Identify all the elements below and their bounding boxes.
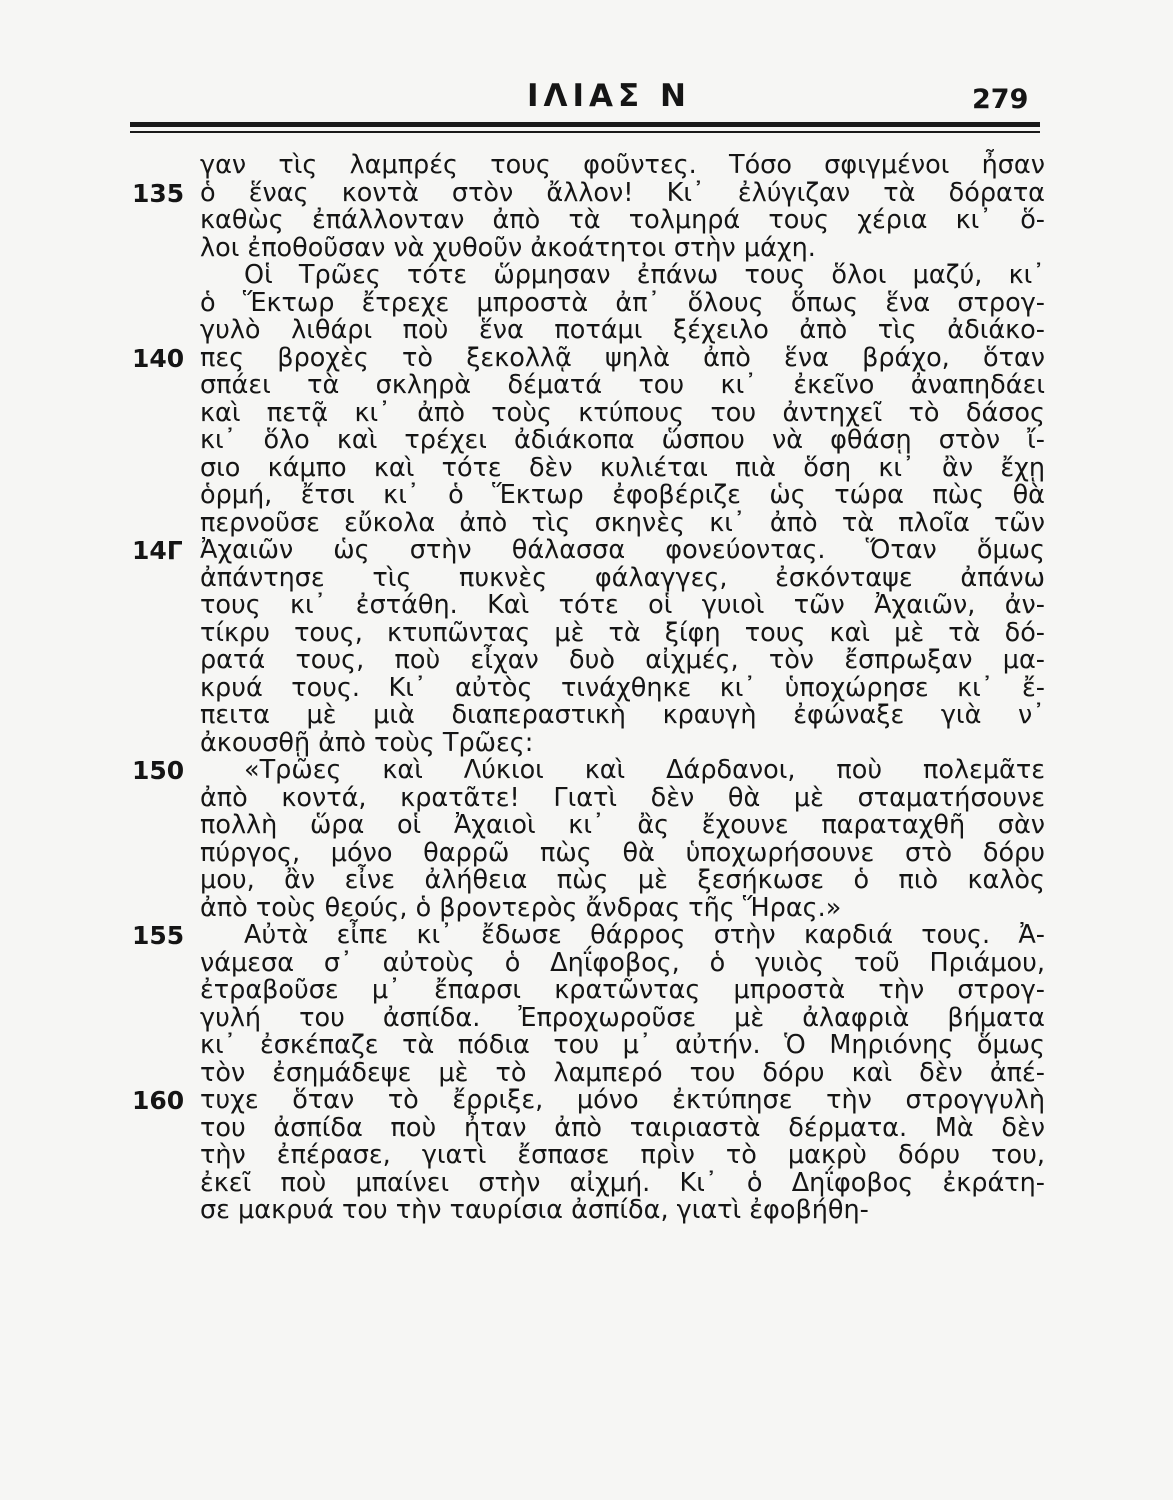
text-line	[0, 317, 1173, 345]
text-line	[0, 372, 1173, 400]
line-text: του ἀσπίδα ποὺ ἦταν ἀπὸ ταιριαστὰ δέρματα. Μὰ δὲν	[200, 1112, 1045, 1143]
text-line	[0, 232, 1173, 263]
text-line	[0, 867, 1173, 895]
line-text: μου, ἂν εἶνε ἀλήθεια πὼς μὲ ξεσήκωσε ὁ πιὸ καλὸς	[200, 865, 1045, 895]
line-text: κι᾿ ἐσκέπαζε τὰ πόδια του μ᾿ αὐτήν. Ὁ Μηριόνης ὅμως	[200, 1030, 1045, 1060]
line-text: σιο κάμπο καὶ τότε δὲν κυλιέται πιὰ ὅση κι᾿ ἂν ἔχῃ	[200, 452, 1045, 483]
line-text: ἐκεῖ ποὺ μπαίνει στὴν αἰχμή. Κι᾿ ὁ Δηΐφοβος ἐκράτη-	[200, 1167, 1045, 1198]
text-line	[0, 727, 1173, 758]
text-line	[0, 812, 1173, 840]
line-text: πες βροχὲς τὸ ξεκολλᾷ ψηλὰ ἀπὸ ἕνα βράχο, ὅταν	[200, 342, 1045, 373]
body-text	[0, 152, 1173, 1225]
line-text: ἀκουσθῇ ἀπὸ τοὺς Τρῶες:	[200, 727, 534, 758]
line-text: Ἀχαιῶν ὡς στὴν θάλασσα φονεύοντας. Ὅταν ὅμως	[200, 535, 1045, 565]
line-text: τὸν ἐσημάδεψε μὲ τὸ λαμπερό του δόρυ καὶ δὲν ἀπέ-	[200, 1057, 1045, 1088]
text-line	[0, 1142, 1173, 1170]
text-line	[0, 342, 1173, 373]
text-line	[0, 482, 1173, 510]
line-text: περνοῦσε εὔκολα ἀπὸ τὶς σκηνὲς κι᾿ ἀπὸ τὰ πλοῖα τῶν	[200, 507, 1045, 538]
text-line	[0, 1197, 1173, 1225]
text-line	[0, 537, 1173, 565]
line-text: ἀπὸ τοὺς θεούς, ὁ βροντερὸς ἄνδρας τῆς Ἥρας.»	[200, 892, 842, 923]
line-text: γυλὸ λιθάρι ποὺ ἕνα ποτάμι ξέχειλο ἀπὸ τὶς ἀδιάκο-	[200, 315, 1045, 345]
line-text: καὶ πετᾷ κι᾿ ἀπὸ τοὺς κτύπους του ἀντηχεῖ τὸ δάσος	[200, 397, 1045, 428]
line-number: 14Γ	[132, 536, 183, 565]
line-text: τους κι᾿ ἐστάθη. Καὶ τότε οἱ γυιοὶ τῶν Ἀχαιῶν, ἀν-	[200, 590, 1045, 620]
text-line	[0, 922, 1173, 950]
line-text: λοι ἐποθοῦσαν νὰ χυθοῦν ἀκοάτητοι στὴν μάχη.	[200, 232, 816, 263]
text-line	[0, 152, 1173, 180]
text-line	[0, 1167, 1173, 1198]
text-line	[0, 287, 1173, 318]
line-text: καθὼς ἐπάλλονταν ἀπὸ τὰ τολμηρά τους χέρια κι᾿ ὅ-	[200, 205, 1045, 235]
line-text: ὁρμή, ἔτσι κι᾿ ὁ Ἕκτωρ ἐφοβέριζε ὡς τώρα πὼς θὰ	[200, 480, 1045, 510]
text-line	[0, 562, 1173, 593]
text-line	[0, 262, 1173, 290]
line-text: ὁ ἕνας κοντὰ στὸν ἄλλον! Κι᾿ ἐλύγιζαν τὰ δόρατα	[200, 177, 1045, 208]
line-text: κι᾿ ὅλο καὶ τρέχει ἀδιάκοπα ὥσπου νὰ φθάσῃ στὸν ἴ-	[200, 425, 1045, 455]
line-number: 160	[132, 1086, 185, 1115]
text-line	[0, 1057, 1173, 1088]
header-rule-thin	[130, 131, 1040, 133]
line-number: 150	[132, 756, 185, 785]
line-text: τίκρυ τους, κτυπῶντας μὲ τὰ ξίφη τους καὶ μὲ τὰ δό-	[200, 617, 1045, 648]
page-number: 279	[972, 84, 1029, 115]
line-text: Αὐτὰ εἶπε κι᾿ ἔδωσε θάρρος στὴν καρδιά τους. Ἀ-	[244, 920, 1045, 950]
text-line	[0, 647, 1173, 675]
text-line	[0, 592, 1173, 620]
line-text: σε μακρυά του τὴν ταυρίσια ἀσπίδα, γιατὶ ἐφοβήθη-	[200, 1195, 869, 1225]
header-rule-thick	[130, 122, 1040, 127]
line-text: ὁ Ἕκτωρ ἔτρεχε μπροστὰ ἀπ᾿ ὅλους ὅπως ἕνα στρογ-	[200, 287, 1045, 318]
line-text: πολλὴ ὥρα οἱ Ἀχαιοὶ κι᾿ ἂς ἔχουνε παραταχθῆ σὰν	[200, 810, 1045, 840]
line-text: πειτα μὲ μιὰ διαπεραστικὴ κραυγὴ ἐφώναξε γιὰ ν᾿	[200, 700, 1045, 730]
text-line	[0, 892, 1173, 923]
line-text: νάμεσα σ᾿ αὐτοὺς ὁ Δηΐφοβος, ὁ γυιὸς τοῦ Πριάμου,	[200, 947, 1045, 978]
text-line	[0, 1087, 1173, 1115]
line-text: πύργος, μόνο θαρρῶ πὼς θὰ ὑποχωρήσουνε στὸ δόρυ	[200, 837, 1045, 868]
text-line	[0, 702, 1173, 730]
line-text: τυχε ὅταν τὸ ἔρριξε, μόνο ἐκτύπησε τὴν στρογγυλὴ	[200, 1085, 1045, 1115]
line-text: Οἱ Τρῶες τότε ὥρμησαν ἐπάνω τους ὅλοι μαζύ, κι᾿	[244, 260, 1045, 290]
text-line	[0, 452, 1173, 483]
line-text: κρυά τους. Κι᾿ αὐτὸς τινάχθηκε κι᾿ ὑποχώρησε κι᾿ ἔ-	[200, 672, 1045, 703]
line-text: «Τρῶες καὶ Λύκιοι καὶ Δάρδανοι, ποὺ πολεμᾶτε	[244, 755, 1045, 785]
running-head-title: ΙΛΙΑΣ Ν	[527, 78, 691, 114]
text-line	[0, 1112, 1173, 1143]
text-line	[0, 947, 1173, 978]
line-text: ἐτραβοῦσε μ᾿ ἔπαρσι κρατῶντας μπροστὰ τὴν στρογ-	[200, 975, 1045, 1005]
text-line	[0, 397, 1173, 428]
line-text: ρατά τους, ποὺ εἶχαν δυὸ αἰχμές, τὸν ἔσπρωξαν μα-	[200, 645, 1045, 675]
line-text: τὴν ἐπέρασε, γιατὶ ἔσπασε πρὶν τὸ μακρὺ δόρυ του,	[200, 1140, 1045, 1170]
text-line	[0, 977, 1173, 1005]
line-text: σπάει τὰ σκληρὰ δέματά του κι᾿ ἐκεῖνο ἀναπηδάει	[200, 370, 1045, 400]
text-line	[0, 757, 1173, 785]
line-text: γυλή του ἀσπίδα. Ἐπροχωροῦσε μὲ ἀλαφριὰ βήματα	[200, 1002, 1045, 1033]
line-text: γαν τὶς λαμπρές τους φοῦντες. Τόσο σφιγμένοι ἦσαν	[200, 150, 1045, 180]
text-line	[0, 782, 1173, 813]
text-line	[0, 1032, 1173, 1060]
line-number: 140	[132, 343, 185, 373]
text-line	[0, 177, 1173, 208]
text-line	[0, 617, 1173, 648]
line-text: ἀπάντησε τὶς πυκνὲς φάλαγγες, ἐσκόνταψε ἀπάνω	[200, 562, 1045, 593]
line-number: 135	[132, 178, 185, 208]
text-line	[0, 672, 1173, 703]
text-line	[0, 507, 1173, 538]
text-line	[0, 837, 1173, 868]
text-line	[0, 1002, 1173, 1033]
line-text: ἀπὸ κοντά, κρατᾶτε! Γιατὶ δὲν θὰ μὲ σταματήσουνε	[200, 782, 1045, 813]
line-number: 155	[132, 921, 185, 950]
text-line	[0, 207, 1173, 235]
text-line	[0, 427, 1173, 455]
